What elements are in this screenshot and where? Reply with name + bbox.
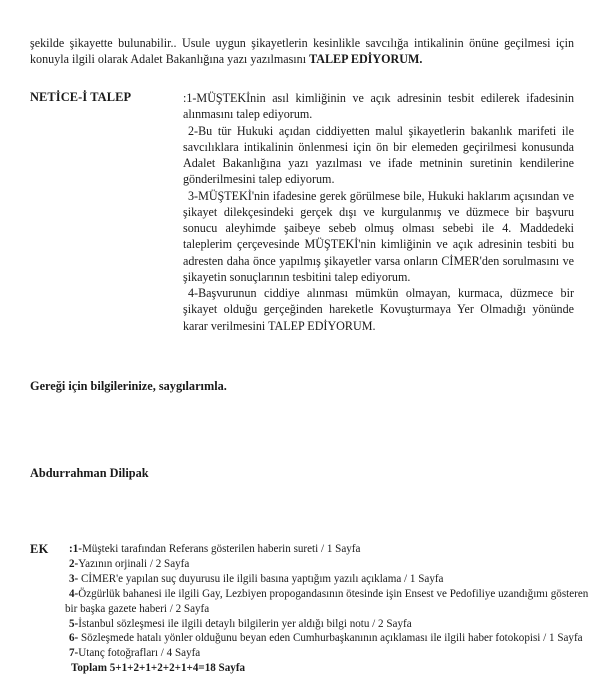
conclusion-item-1: :1-MÜŞTEKİnin asıl kimliğinin ve açık adresinin tesbit edilerek ifadesinin alınmasını talep ediyorum.: [183, 91, 574, 122]
attachment-number: 2-: [69, 557, 79, 570]
attachment-number: 4-: [69, 587, 79, 600]
conclusion-label: NETİCE-İ TALEP: [30, 90, 132, 104]
attachment-item: [65, 542, 590, 557]
attachment-item: [65, 557, 590, 572]
attachment-number: 5-: [69, 617, 79, 630]
attachment-text: Utanç fotoğrafları / 4 Sayfa: [78, 647, 201, 660]
attachment-number: :1-: [69, 543, 82, 555]
attachment-text: Sözleşmede hatalı yönler olduğunu beyan eden Cumhurbaşkanının açıklaması ile ilgili haber fotokopisi / 1 Sayfa: [81, 632, 583, 645]
attachments-label: EK: [30, 542, 49, 556]
attachment-text: CİMER'e yapılan suç duyurusu ile ilgili basına yaptığım yazılı açıklama / 1 Sayfa: [81, 572, 444, 585]
attachment-item: [65, 631, 590, 646]
attachment-text: Müşteki tarafından Referans gösterilen haberin sureti / 1 Sayfa: [81, 543, 361, 555]
conclusion-item-3: 3-MÜŞTEKİ'nin ifadesine gerek görülmese bile, Hukuki haklarım açısından ve şikayet dilekçesindeki gerçek dışı ve kurgulanmış ve düzmece bir başvuru sonucu aleyhimde şaibeye sebeb olmuş olması sebebi ile 4. Maddedeki taleplerim çerçevesinde MÜŞTEKİ'nin kimliğinin ve açık adresinin tesbiti bu adresten daha önce yapılmış şikayetler varsa onların CİMER'den sorulmasını ve şikayetin sonuçlarının tesbitini talep ediyorum.: [183, 188, 574, 284]
attachment-number: 7-: [69, 647, 79, 660]
attachment-number: 3-: [69, 572, 82, 585]
closing-line: Gereği için bilgilerinize, saygılarımla.: [30, 379, 227, 393]
attachment-item: [65, 617, 590, 632]
attachment-item: [65, 646, 590, 661]
intro-bold-demand: TALEP EDİYORUM.: [309, 51, 423, 66]
conclusion-items: [183, 90, 574, 334]
conclusion-item-4: 4-Başvurunun ciddiye alınması mümkün olmayan, kurmaca, düzmece bir şikayet olduğu gerçeğinden hareketle Kovuşturmaya Yer Olmadığı yönünde karar verilmesini TALEP EDİYORUM.: [183, 286, 574, 333]
attachment-text: Özgürlük bahanesi ile ilgili Gay, Lezbiyen propogandasının ötesinde işin Ensest ve Pedofiliye uzandığımı gösteren bir başka gazete haberi / 2 Sayfa: [65, 587, 589, 615]
attachment-item: [65, 587, 590, 617]
attachment-text: Yazının orjinali / 2 Sayfa: [78, 557, 190, 570]
attachment-item: [65, 572, 590, 587]
attachment-number: 6-: [69, 632, 82, 645]
signature-name: Abdurrahman Dilipak: [30, 466, 149, 480]
intro-paragraph: [30, 36, 574, 67]
attachments-list: [65, 542, 590, 676]
attachment-text: İstanbul sözleşmesi ile ilgili detaylı bilgilerin yer aldığı bilgi notu / 2 Sayfa: [78, 617, 412, 630]
attachments-total: Toplam 5+1+2+1+2+2+1+4=18 Sayfa: [71, 662, 246, 675]
intro-text: şekilde şikayette bulunabilir.. Usule uygun şikayetlerin kesinlikle savcılığa intikalinin önüne geçilmesi için konuyla ilgili olarak Adalet Bakanlığına yazı yazılmasını: [30, 36, 574, 66]
conclusion-item-2: 2-Bu tür Hukuki açıdan ciddiyetten malul şikayetlerin bakanlık marifeti ile savcılıklara intikalinin önlenmesi için ön bir elemeden geçirilmesi konusunda Adalet Bakanlığına yazı yazılması ve ifade metninin suretinin kendilerine gönderilmesini talep ediyorum.: [183, 123, 574, 187]
